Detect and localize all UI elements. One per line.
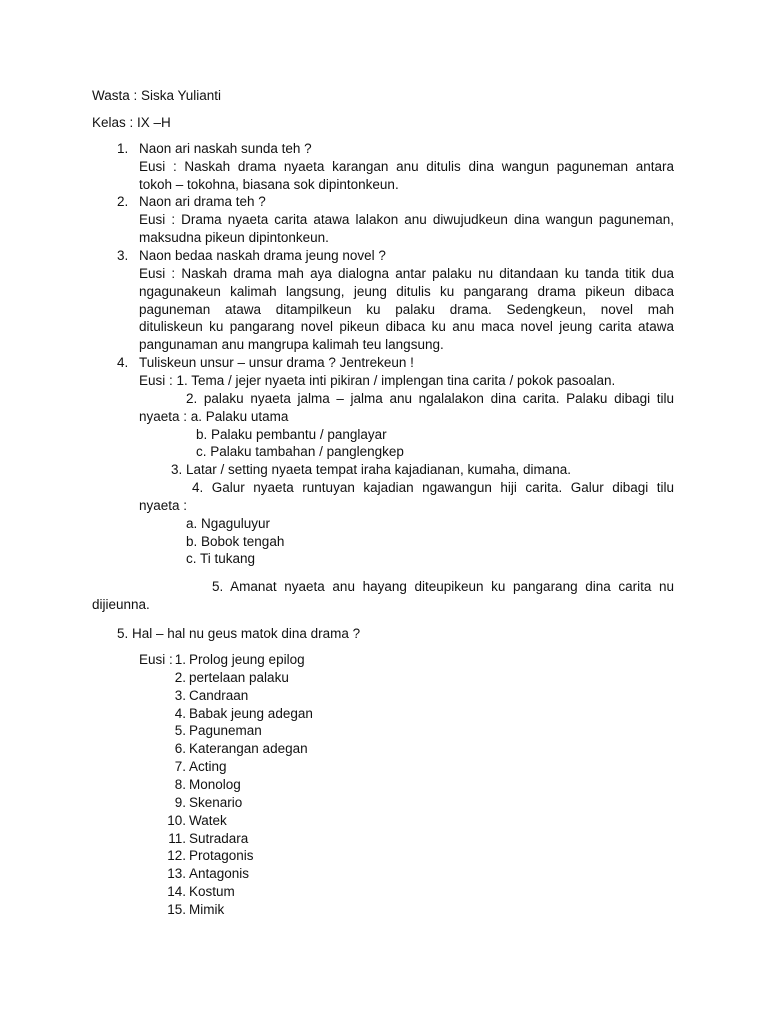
q1-answer-line-2: tokoh – tokohna, biasana sok dipintonkeun. bbox=[139, 177, 399, 192]
name-line: Wasta : Siska Yulianti bbox=[92, 88, 222, 103]
q5-item-number: 13. bbox=[167, 866, 186, 881]
q5-item-text: Protagonis bbox=[189, 848, 254, 863]
q5-item-text: Monolog bbox=[189, 777, 241, 792]
q3-answer-line-2: ngagunakeun kalimah langsung, jeung ditulis ku pangarang drama pikeun dibaca bbox=[139, 284, 674, 299]
q3-number: 3. bbox=[117, 248, 129, 263]
q3-answer-line-1: Eusi : Naskah drama mah aya dialogna antar palaku nu ditandaan ku tanda titik dua bbox=[139, 266, 674, 281]
q4-line-3: nyaeta : a. Palaku utama bbox=[139, 409, 289, 424]
q5-item-text: Katerangan adegan bbox=[189, 741, 308, 756]
q5-item-number: 3. bbox=[174, 688, 186, 703]
q4-line-10: b. Bobok tengah bbox=[186, 534, 285, 549]
q2-answer-line-2: maksudna pikeun dipintonkeun. bbox=[139, 230, 329, 245]
q4-line-7: 4. Galur nyaeta runtuyan kajadian ngawangun hiji carita. Galur dibagi tilu bbox=[192, 480, 674, 495]
q1-question: Naon ari naskah sunda teh ? bbox=[139, 141, 312, 156]
q5-item-number: 15. bbox=[167, 902, 186, 917]
q5-item-text: Candraan bbox=[189, 688, 249, 703]
q4-line-2: 2. palaku nyaeta jalma – jalma anu ngalalakon dina carita. Palaku dibagi tilu bbox=[186, 391, 674, 406]
q3-question: Naon bedaa naskah drama jeung novel ? bbox=[139, 248, 386, 263]
class-line: Kelas : IX –H bbox=[92, 115, 171, 130]
q5-item-number: 8. bbox=[174, 777, 186, 792]
q5-item-text: Sutradara bbox=[189, 831, 249, 846]
q1-answer-line-1: Eusi : Naskah drama nyaeta karangan anu ditulis dina wangun paguneman antara bbox=[139, 159, 674, 174]
q5-item-text: Watek bbox=[189, 813, 227, 828]
q5-item-number: 12. bbox=[167, 848, 186, 863]
q4-question: Tuliskeun unsur – unsur drama ? Jentrekeun ! bbox=[139, 355, 414, 370]
q5-item-text: Skenario bbox=[189, 795, 243, 810]
q4-line-8: nyaeta : bbox=[139, 498, 188, 513]
q4-line-6: 3. Latar / setting nyaeta tempat iraha kajadianan, kumaha, dimana. bbox=[171, 462, 571, 477]
q3-answer-line-4: dituliskeun ku pangarang novel pikeun dibaca ku anu maca novel jeung carita atawa bbox=[139, 319, 674, 334]
q5-item-text: Paguneman bbox=[189, 723, 262, 738]
q5-item-text: Babak jeung adegan bbox=[189, 706, 313, 721]
q5-prefix: Eusi : bbox=[139, 652, 173, 667]
q5-item-number: 7. bbox=[174, 759, 186, 774]
q5-item-number: 9. bbox=[174, 795, 186, 810]
q4-line-1: Eusi : 1. Tema / jejer nyaeta inti pikiran / implengan tina carita / pokok pasoalan. bbox=[139, 373, 616, 388]
q5-item-text: Acting bbox=[189, 759, 227, 774]
q4-line-11: c. Ti tukang bbox=[186, 551, 256, 566]
q2-number: 2. bbox=[117, 194, 129, 209]
q4-line-5: c. Palaku tambahan / panglengkep bbox=[196, 444, 404, 459]
q1-number: 1. bbox=[117, 141, 129, 156]
q5-item-number: 5. bbox=[174, 723, 186, 738]
q5-item-text: Mimik bbox=[189, 902, 225, 917]
q3-answer-line-3: paguneman atawa ditampilkeun ku palaku drama. Sedengkeun, novel mah bbox=[139, 302, 674, 317]
q5-item-text: Antagonis bbox=[189, 866, 250, 881]
q5-item-number: 1. bbox=[174, 652, 186, 667]
q4-number: 4. bbox=[117, 355, 129, 370]
q5-item-number: 11. bbox=[168, 831, 186, 846]
q5-item-text: pertelaan palaku bbox=[189, 670, 289, 685]
q5-item-number: 2. bbox=[174, 670, 186, 685]
q4-line-4: b. Palaku pembantu / panglayar bbox=[196, 427, 387, 442]
q2-question: Naon ari drama teh ? bbox=[139, 194, 266, 209]
q4-line-12: 5. Amanat nyaeta anu hayang diteupikeun ku pangarang dina carita nu bbox=[212, 579, 674, 594]
q5-item-number: 14. bbox=[167, 884, 186, 899]
q5-item-number: 10. bbox=[167, 813, 186, 828]
q4-line-13: dijieunna. bbox=[92, 597, 150, 612]
q2-answer-line-1: Eusi : Drama nyaeta carita atawa lalakon anu diwujudkeun dina wangun paguneman, bbox=[139, 212, 674, 227]
q5-item-text: Kostum bbox=[189, 884, 235, 899]
q3-answer-line-5: pangunaman anu mangrupa kalimah teu langsung. bbox=[139, 337, 444, 352]
q5-item-number: 4. bbox=[174, 706, 186, 721]
q4-line-9: a. Ngaguluyur bbox=[186, 516, 271, 531]
q5-question: 5. Hal – hal nu geus matok dina drama ? bbox=[117, 626, 361, 641]
q5-item-number: 6. bbox=[174, 741, 186, 756]
q5-item-text: Prolog jeung epilog bbox=[189, 652, 305, 667]
